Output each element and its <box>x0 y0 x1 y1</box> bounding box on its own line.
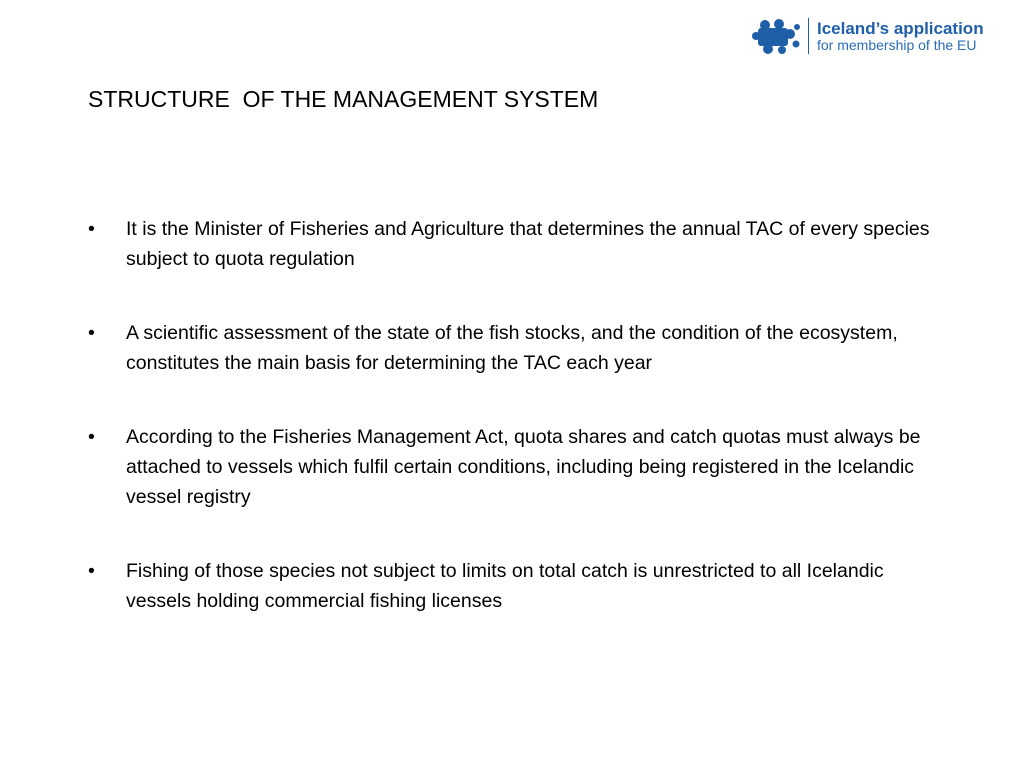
bullet-item <box>88 422 948 512</box>
bullet-text: Fishing of those species not subject to limits on total catch is unrestricted to all Icelandic vessels holding commercial fishing licenses <box>126 560 884 612</box>
logo <box>752 14 1012 58</box>
bullet-item <box>88 318 948 378</box>
iceland-puzzle-logo-icon <box>752 14 802 58</box>
bullet-text: A scientific assessment of the state of the fish stocks, and the condition of the ecosystem, constitutes the main basis for determining the TAC each year <box>126 322 898 374</box>
logo-title: Iceland’s application <box>817 18 984 38</box>
bullet-item <box>88 556 948 616</box>
bullet-icon: • <box>88 218 95 240</box>
logo-divider <box>808 18 809 54</box>
logo-subtitle: for membership of the EU <box>817 36 977 53</box>
bullet-icon: • <box>88 322 95 344</box>
bullet-icon: • <box>88 426 95 448</box>
bullet-item <box>88 214 948 274</box>
bullet-list <box>88 214 948 660</box>
bullet-icon: • <box>88 560 95 582</box>
logo-text <box>817 20 984 53</box>
bullet-text: According to the Fisheries Management Act, quota shares and catch quotas must always be attached to vessels which fulfil certain conditions, including being registered in the Icelandic vessel registry <box>126 426 921 508</box>
bullet-text: It is the Minister of Fisheries and Agriculture that determines the annual TAC of every species subject to quota regulation <box>126 218 930 270</box>
slide-title: STRUCTURE OF THE MANAGEMENT SYSTEM <box>88 86 599 112</box>
